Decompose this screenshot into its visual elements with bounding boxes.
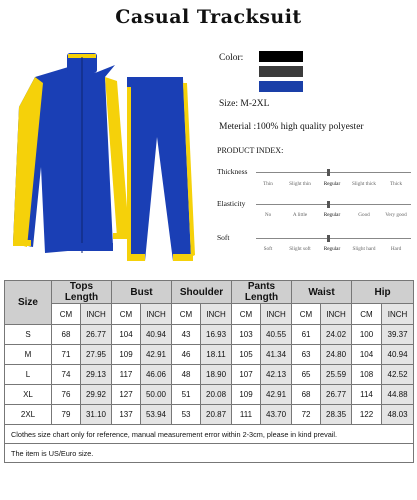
- table-cell: 107: [232, 365, 261, 385]
- unit-cm: CM: [232, 304, 261, 325]
- table-cell: 127: [112, 385, 141, 405]
- table-cell: 74: [52, 365, 81, 385]
- option-label: Thin: [263, 181, 273, 187]
- header-waist: Waist: [292, 281, 352, 304]
- table-cell: 43.70: [261, 405, 292, 425]
- header-pants-length: Pants Length: [232, 281, 292, 304]
- unit-inch: INCH: [321, 304, 352, 325]
- table-cell: 46: [172, 345, 201, 365]
- table-cell: 40.94: [141, 325, 172, 345]
- table-cell: 53.94: [141, 405, 172, 425]
- unit-inch: INCH: [141, 304, 172, 325]
- table-cell: 39.37: [382, 325, 414, 345]
- table-cell: 105: [232, 345, 261, 365]
- unit-inch: INCH: [81, 304, 112, 325]
- table-cell: 109: [232, 385, 261, 405]
- thickness-marker: [327, 169, 330, 176]
- table-cell: 137: [112, 405, 141, 425]
- size-cell: XL: [5, 385, 52, 405]
- color-label: Color:: [219, 53, 244, 63]
- size-data-rows: [5, 325, 414, 425]
- material-text: Meterial :100% high quality polyester: [219, 122, 364, 132]
- table-cell: 72: [292, 405, 321, 425]
- elasticity-options: [252, 212, 412, 218]
- table-cell: 68: [292, 385, 321, 405]
- table-cell: 26.77: [81, 325, 112, 345]
- table-cell: 122: [352, 405, 382, 425]
- table-cell: 114: [352, 385, 382, 405]
- thickness-scale: [256, 172, 411, 173]
- size-cell: M: [5, 345, 52, 365]
- header-bust: Bust: [112, 281, 172, 304]
- unit-cm: CM: [172, 304, 201, 325]
- table-cell: 18.11: [201, 345, 232, 365]
- table-cell: 61: [292, 325, 321, 345]
- table-row: [5, 325, 414, 345]
- option-label: Thick: [389, 181, 403, 187]
- table-cell: 40.94: [382, 345, 414, 365]
- table-cell: 24.02: [321, 325, 352, 345]
- units-row: [5, 304, 414, 325]
- size-cell: L: [5, 365, 52, 385]
- option-label: Slight hard: [352, 246, 376, 252]
- option-label: Regular: [323, 212, 341, 218]
- jacket-illustration: [13, 53, 133, 253]
- option-label: Regular: [323, 246, 341, 252]
- option-label: Slight thin: [289, 181, 311, 187]
- size-cell: S: [5, 325, 52, 345]
- unit-cm: CM: [352, 304, 382, 325]
- table-cell: 79: [52, 405, 81, 425]
- table-row: [5, 385, 414, 405]
- table-cell: 65: [292, 365, 321, 385]
- table-cell: 104: [352, 345, 382, 365]
- table-cell: 100: [352, 325, 382, 345]
- elasticity-marker: [327, 201, 330, 208]
- soft-options: [252, 246, 412, 252]
- size-chart-table: [4, 280, 414, 463]
- table-cell: 63: [292, 345, 321, 365]
- size-note: Clothes size chart only for reference, manual measurement error within 2-3cm, please in kind prevail.: [5, 425, 414, 444]
- soft-label: Soft: [217, 233, 230, 242]
- option-label: Very good: [385, 212, 407, 218]
- table-cell: 29.13: [81, 365, 112, 385]
- thickness-options: [252, 181, 412, 187]
- option-label: Regular: [323, 181, 341, 187]
- table-row: [5, 365, 414, 385]
- table-cell: 31.10: [81, 405, 112, 425]
- table-cell: 48.03: [382, 405, 414, 425]
- table-cell: 27.95: [81, 345, 112, 365]
- option-label: Good: [358, 212, 370, 218]
- elasticity-scale: [256, 204, 411, 205]
- table-cell: 48: [172, 365, 201, 385]
- size-cell: 2XL: [5, 405, 52, 425]
- table-cell: 71: [52, 345, 81, 365]
- table-cell: 28.35: [321, 405, 352, 425]
- soft-marker: [327, 235, 330, 242]
- color-swatch-gray[interactable]: [259, 66, 303, 77]
- table-cell: 50.00: [141, 385, 172, 405]
- table-row: [5, 405, 414, 425]
- option-label: Soft: [263, 246, 273, 252]
- table-cell: 16.93: [201, 325, 232, 345]
- table-cell: 104: [112, 325, 141, 345]
- size-column-header: Size: [5, 281, 52, 325]
- size-range: Size: M-2XL: [219, 99, 270, 109]
- table-cell: 42.91: [141, 345, 172, 365]
- color-swatch-black[interactable]: [259, 51, 303, 62]
- table-cell: 46.06: [141, 365, 172, 385]
- table-cell: 103: [232, 325, 261, 345]
- unit-cm: CM: [112, 304, 141, 325]
- unit-inch: INCH: [261, 304, 292, 325]
- pants-illustration: [127, 77, 195, 261]
- table-cell: 43: [172, 325, 201, 345]
- table-cell: 20.87: [201, 405, 232, 425]
- table-cell: 51: [172, 385, 201, 405]
- table-cell: 53: [172, 405, 201, 425]
- product-index-heading: PRODUCT INDEX:: [217, 146, 284, 155]
- table-cell: 76: [52, 385, 81, 405]
- size-region-note: The item is US/Euro size.: [5, 444, 414, 463]
- table-cell: 108: [352, 365, 382, 385]
- table-cell: 18.90: [201, 365, 232, 385]
- table-cell: 42.52: [382, 365, 414, 385]
- table-row: [5, 345, 414, 365]
- table-cell: 40.55: [261, 325, 292, 345]
- option-label: No: [264, 212, 272, 218]
- table-cell: 109: [112, 345, 141, 365]
- table-cell: 20.08: [201, 385, 232, 405]
- table-cell: 26.77: [321, 385, 352, 405]
- table-cell: 42.91: [261, 385, 292, 405]
- table-cell: 111: [232, 405, 261, 425]
- product-photo: [5, 47, 207, 273]
- header-hip: Hip: [352, 281, 414, 304]
- option-label: Hard: [390, 246, 402, 252]
- page-title: Casual Tracksuit: [115, 6, 302, 28]
- table-cell: 25.59: [321, 365, 352, 385]
- option-label: Slight soft: [289, 246, 311, 252]
- table-cell: 24.80: [321, 345, 352, 365]
- header-tops-length: Tops Length: [52, 281, 112, 304]
- table-cell: 42.13: [261, 365, 292, 385]
- unit-cm: CM: [52, 304, 81, 325]
- option-label: Slight thick: [351, 181, 377, 187]
- option-label: A little: [292, 212, 308, 218]
- color-swatch-blue[interactable]: [259, 81, 303, 92]
- table-cell: 68: [52, 325, 81, 345]
- elasticity-label: Elasticity: [217, 199, 246, 208]
- unit-inch: INCH: [201, 304, 232, 325]
- soft-scale: [256, 238, 411, 239]
- unit-cm: CM: [292, 304, 321, 325]
- unit-inch: INCH: [382, 304, 414, 325]
- table-cell: 29.92: [81, 385, 112, 405]
- header-shoulder: Shoulder: [172, 281, 232, 304]
- thickness-label: Thickness: [217, 167, 248, 176]
- table-cell: 117: [112, 365, 141, 385]
- table-cell: 44.88: [382, 385, 414, 405]
- table-cell: 41.34: [261, 345, 292, 365]
